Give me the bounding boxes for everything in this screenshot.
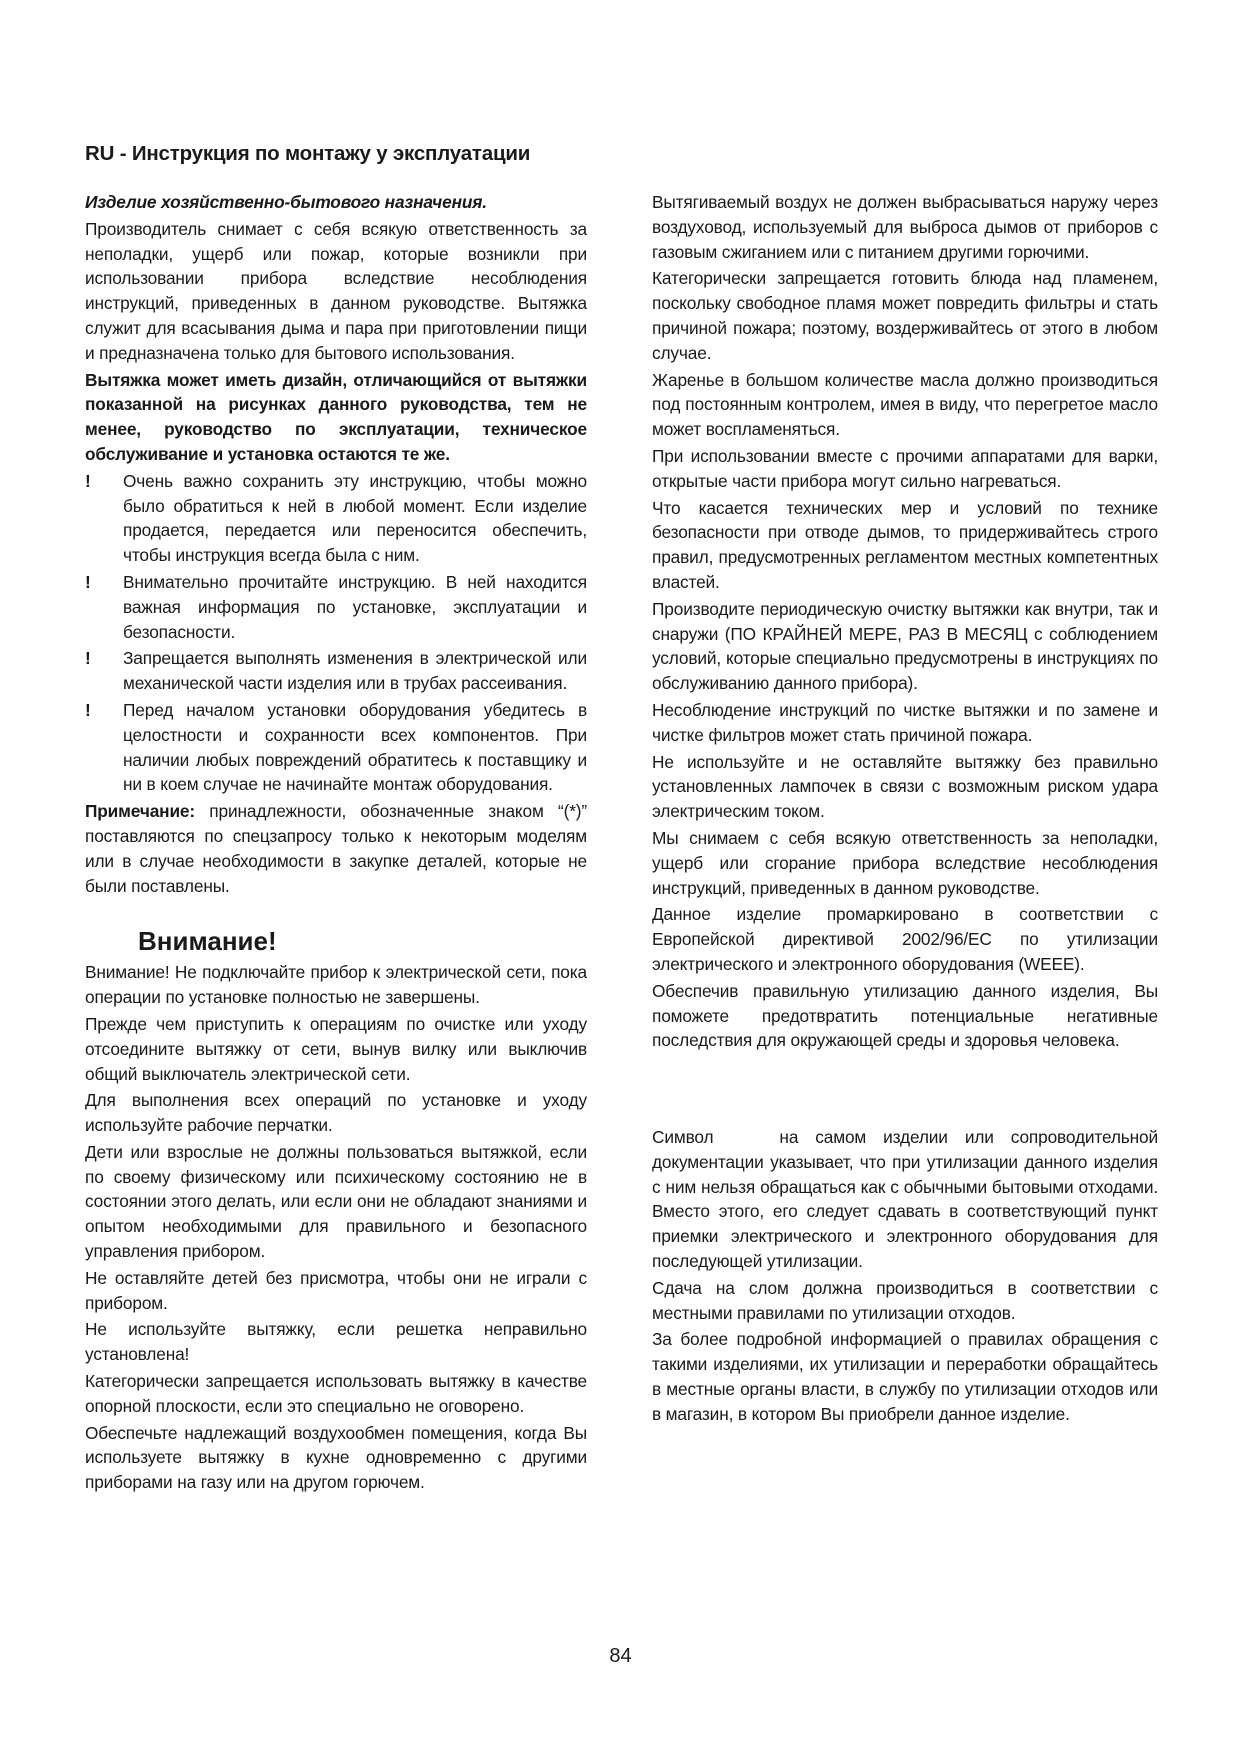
warning-mark: !: [85, 470, 91, 491]
warning-text: Очень важно сохранить эту инструкцию, чтобы можно было обратиться к ней в любой момент. Если изделие продается, передается или переносится обеспечить, чтобы инструкция всегда была с ним.: [123, 470, 587, 566]
note-text: принадлежности, обозначенные знаком “(*)” поставляются по спецзапросу только к некоторым моделям или в случае необходимости в закупке деталей, которые не были поставлены.: [85, 801, 587, 896]
safety-paragraph: Что касается технических мер и условий по технике безопасности при отводе дымов, то придерживайтесь строго правил, предусмотренных регламентом местных компетентных властей.: [652, 497, 1158, 592]
page-title: RU - Инструкция по монтажу у эксплуатации: [85, 142, 531, 165]
attention-heading: Внимание!: [138, 926, 277, 957]
warning-text: Запрещается выполнять изменения в электрической или механической части изделия или в трубах рассеивания.: [123, 648, 587, 694]
safety-paragraph: Несоблюдение инструкций по чистке вытяжки и по замене и чистке фильтров может стать причиной пожара.: [652, 699, 1158, 745]
right-column: [652, 190, 1158, 1429]
symbol-word: Символ: [652, 1127, 714, 1148]
note-label: Примечание:: [85, 801, 195, 822]
weee-paragraph: Данное изделие промаркировано в соответствии с Европейской директивой 2002/96/ЕС по утилизации электрического и электронного оборудования (WEEE).: [652, 904, 1158, 974]
attention-paragraph: Не оставляйте детей без присмотра, чтобы они не играли с прибором.: [85, 1267, 587, 1313]
disposal-paragraph: За более подробной информацией о правилах обращения с такими изделиями, их утилизации и переработки обращайтесь в местные органы власти, в службу по утилизации отходов или в магазин, в котором Вы приобрели данное изделие.: [652, 1329, 1158, 1424]
disposal-paragraph: Сдача на слом должна производиться в соответствии с местными правилами по утилизации отходов.: [652, 1277, 1158, 1323]
warning-text: Внимательно прочитайте инструкцию. В ней находится важная информация по установке, эксплуатации и безопасности.: [123, 571, 587, 642]
safety-paragraph: Жаренье в большом количестве масла должно производиться под постоянным контролем, имея в виду, что перегретое масло может воспламеняться.: [652, 369, 1158, 440]
design-note: Вытяжка может иметь дизайн, отличающийся от вытяжки показанной на рисунках данного руководства, тем не менее, руководство по эксплуатации, техническое обслуживание и установка остаются те же.: [85, 369, 587, 464]
attention-paragraph: Категорически запрещается использовать вытяжку в качестве опорной плоскости, если это специально не оговорено.: [85, 1371, 587, 1416]
symbol-gap: [652, 1055, 1158, 1125]
attention-paragraph: Для выполнения всех операций по установке и уходу используйте рабочие перчатки.: [85, 1090, 587, 1136]
safety-paragraph: Не используйте и не оставляйте вытяжку без правильно установленных лампочек в связи с возможным риском удара электрическим током.: [652, 751, 1158, 822]
symbol-paragraph: [652, 1125, 1158, 1274]
warning-item: [85, 646, 587, 696]
attention-paragraph: Внимание! Не подключайте прибор к электрической сети, пока операции по установке полностью не завершены.: [85, 962, 587, 1008]
warning-mark: !: [85, 571, 91, 592]
section-subtitle: Изделие хозяйственно-бытового назначения.: [85, 192, 487, 212]
safety-paragraph: Производите периодическую очистку вытяжки как внутри, так и снаружи (ПО КРАЙНЕЙ МЕРЕ, РАЗ В МЕСЯЦ с соблюдением условий, которые специально предусмотрены в инструкциях по обслуживанию данного прибора).: [652, 598, 1158, 694]
safety-paragraph: При использовании вместе с прочими аппаратами для варки, открытые части прибора могут сильно нагреваться.: [652, 445, 1158, 491]
safety-paragraph: Категорически запрещается готовить блюда над пламенем, поскольку свободное пламя может повредить фильтры и стать причиной пожара; поэтому, воздерживайтесь от этого в любом случае.: [652, 268, 1158, 363]
symbol-text: на самом изделии или сопроводительной документации указывает, что при утилизации данного изделия с ним нельзя обращаться как с обычными бытовыми отходами. Вместо этого, его следует сдавать в соответствующий пункт приемки электрического и электронного оборудования для последующей утилизации.: [652, 1127, 1158, 1272]
warning-item: [85, 698, 587, 797]
safety-paragraph: Мы снимаем с себя всякую ответственность за неполадки, ущерб или сгорание прибора вследствие несоблюдения инструкций, приведенных в данном руководстве.: [652, 827, 1158, 898]
page-number: 84: [609, 1645, 632, 1667]
warning-item: [85, 570, 587, 644]
accessories-note: [85, 799, 587, 898]
attention-paragraph: Прежде чем приступить к операциям по очистке или уходу отсоедините вытяжку от сети, вынув вилку или выключив общий выключатель электрической сети.: [85, 1013, 587, 1084]
attention-paragraph: Обеспечьте надлежащий воздухообмен помещения, когда Вы используете вытяжку в кухне одновременно с другими приборами на газу или на другом горючем.: [85, 1422, 587, 1493]
warning-text: Перед началом установки оборудования убедитесь в целостности и сохранности всех компонентов. При наличии любых повреждений обратитесь к поставщику и ни в коем случае не начинайте монтаж оборудования.: [123, 699, 587, 795]
weee-paragraph: Обеспечив правильную утилизацию данного изделия, Вы поможете предотвратить потенциальные негативные последствия для окружающей среды и здоровья человека.: [652, 980, 1158, 1051]
safety-paragraph: Вытягиваемый воздух не должен выбрасываться наружу через воздуховод, используемый для выброса дымов от приборов с газовым сжиганием или с питанием другими горючими.: [652, 192, 1158, 262]
attention-paragraph: Дети или взрослые не должны пользоваться вытяжкой, если по своему физическому или психическому состоянию не в состоянии этого делать, или если они не обладают знаниями и опытом необходимыми для правильного и безопасного управления прибором.: [85, 1141, 587, 1262]
warning-item: [85, 469, 587, 568]
attention-paragraph: Не используйте вытяжку, если решетка неправильно установлена!: [85, 1319, 587, 1365]
left-column: [85, 190, 587, 1497]
intro-paragraph: Производитель снимает с себя всякую ответственность за неполадки, ущерб или пожар, которые возникли при использовании прибора вследствие несоблюдения инструкций, приведенных в данном руководстве. Вытяжка служит для всасывания дыма и пара при приготовлении пищи и предназначена только для бытового использования.: [85, 218, 587, 363]
warning-mark: !: [85, 648, 91, 669]
warning-mark: !: [85, 699, 91, 720]
